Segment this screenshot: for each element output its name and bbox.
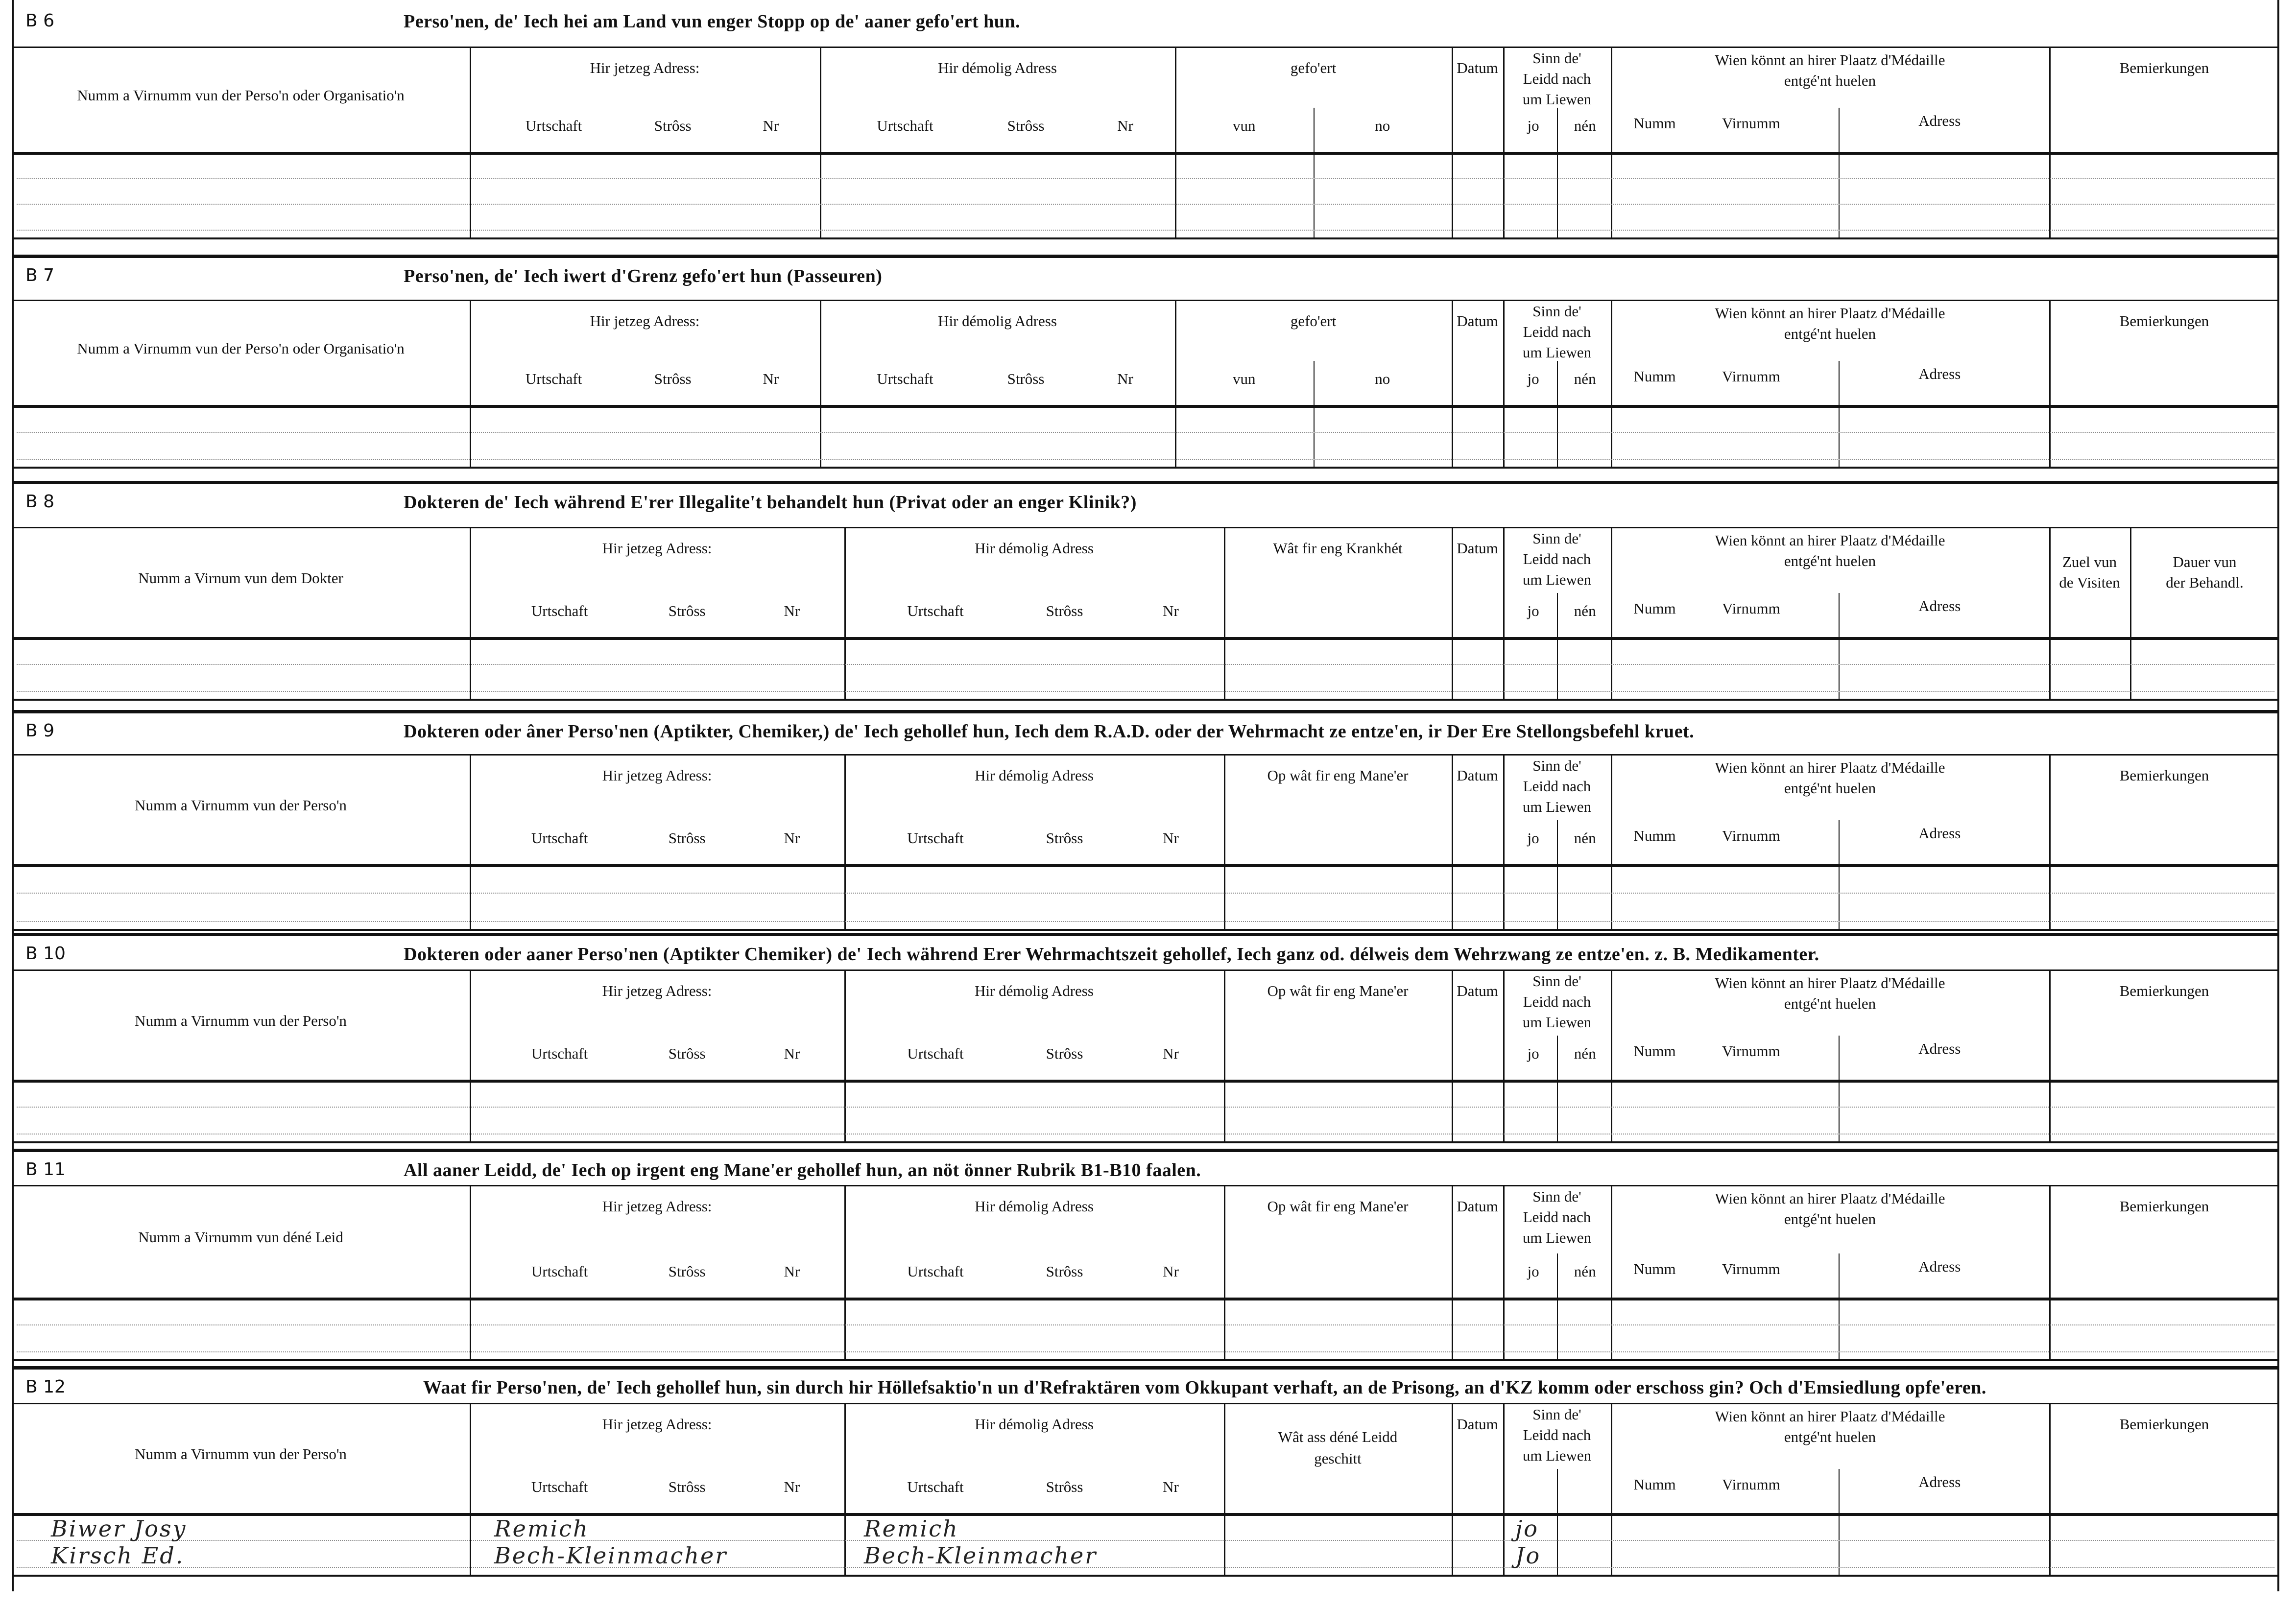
b8-number: B 8 [25,492,55,512]
b10-nen-header: nén [1574,1045,1596,1062]
b8-divider [12,481,2279,484]
b6-column-line [1452,47,1453,239]
b9-row-line [17,893,2274,894]
b6-vun-header: vun [1233,117,1256,134]
b6-former-nr-header: Nr [1117,117,1133,134]
b7-table [12,300,2279,469]
b6-virnumm-header: Virnumm [1722,115,1780,132]
b8-name-column-header: Numm a Virnum vun dem Dokter [138,569,343,587]
b11-sinn-header-3: um Liewen [1522,1229,1592,1246]
b7-current-address-header: Hir jetzeg Adress: [590,312,700,330]
b7-former-address-header: Hir démolig Adress [938,312,1057,330]
b7-table-top-line [12,300,2279,301]
b8-jo-nen-divider [1557,593,1558,701]
b6-sinn-header-1: Sinn de' [1532,49,1581,67]
b12-column-line [844,1403,846,1577]
b9-sinn-header-3: um Liewen [1522,798,1592,815]
b10-title: Dokteren oder aaner Perso'nen (Aptikter Chemiker) de' Iech während Erer Wehrmachtszeit gehollef, Iech ganz od. délweis dem Wehrzwang ze entze'en. z. B. Medikamenter. [404,944,1819,965]
b10-header-bottom-line [12,1080,2279,1083]
b7-column-line [820,300,821,469]
b8-column-line [2049,527,2051,701]
b12-column-line [1611,1403,1612,1577]
b6-column-line [1611,47,1612,239]
b10-name-column-header: Numm a Virnumm vun der Perso'n [135,1012,347,1029]
b10-column-line [844,969,846,1143]
b8-column-line [1611,527,1612,701]
b11-sinn-header-2: Leidd nach [1523,1208,1591,1226]
b9-virnumm-header: Virnumm [1722,827,1780,844]
b9-column-line [1503,754,1505,931]
b8-dauer-header-2: der Behandl. [2166,574,2244,591]
b6-jo-header: jo [1527,117,1539,134]
b12-row-line [17,1567,2274,1568]
b11-adress-header: Adress [1918,1258,1961,1275]
b10-virnumm-header: Virnumm [1722,1042,1780,1060]
b9-datum-header: Datum [1457,767,1498,784]
b10-current-address-header: Hir jetzeg Adress: [602,982,712,999]
b7-sinn-header-1: Sinn de' [1532,303,1581,320]
b10-bemierkungen-header: Bemierkungen [2119,982,2209,999]
b10-jo-nen-divider [1557,1036,1558,1143]
b6-jo-nen-divider [1557,108,1558,239]
b11-divider [12,1149,2279,1152]
b10-sinn-header-2: Leidd nach [1523,993,1591,1010]
b7-table-bottom-line [12,467,2279,469]
b9-table-top-line [12,754,2279,756]
b11-current-address-header: Hir jetzeg Adress: [602,1198,712,1215]
b8-former-address-header: Hir démolig Adress [975,540,1094,557]
b6-row-line [17,230,2274,231]
b6-sinn-header-3: um Liewen [1522,91,1592,108]
b8-current-urtschaft-header: Urtschaft [531,602,588,619]
b7-header-bottom-line [12,405,2279,408]
b7-vun-header: vun [1233,370,1256,387]
b8-nen-header: nén [1574,602,1596,619]
b9-op-wat-header: Op wât fir eng Mane'er [1267,767,1409,784]
b7-former-stross-header: Strôss [1007,370,1045,387]
b11-former-nr-header: Nr [1163,1263,1179,1280]
b11-datum-header: Datum [1457,1198,1498,1215]
b12-entry-former-town: Bech-Kleinmacher [864,1542,1098,1569]
b12-column-line [470,1403,471,1577]
b10-former-stross-header: Strôss [1046,1045,1083,1062]
b8-table [12,527,2279,701]
b6-current-stross-header: Strôss [654,117,692,134]
b10-table [12,969,2279,1143]
b11-column-line [2049,1185,2051,1361]
b7-column-line [1611,300,1612,469]
b6-table-top-line [12,47,2279,48]
b11-current-urtschaft-header: Urtschaft [531,1263,588,1280]
b6-former-urtschaft-header: Urtschaft [877,117,933,134]
b9-numm-header: Numm [1633,827,1676,844]
b10-former-address-header: Hir démolig Adress [975,982,1094,999]
b12-row-line [17,1540,2274,1541]
b12-title: Waat fir Perso'nen, de' Iech gehollef hun, sin durch hir Höllefsaktio'n un d'Refraktären vom Okkupant verhaft, an de Prisong, an d'KZ komm oder erschoss gin? Och d'Emsiedlung opfe'eren. [423,1377,1986,1398]
b11-sinn-header-1: Sinn de' [1532,1188,1581,1205]
b12-current-urtschaft-header: Urtschaft [531,1478,588,1495]
b11-name-column-header: Numm a Virnumm vun déné Leid [138,1229,343,1246]
b8-dauer-header-1: Dauer vun [2173,553,2237,570]
b7-wien-header-1: Wien könnt an hirer Plaatz d'Médaille [1715,305,1945,322]
b9-former-stross-header: Strôss [1046,829,1083,847]
b7-column-line [470,300,471,469]
b8-krankhet-header: Wât fir eng Krankhét [1273,540,1403,557]
b10-datum-header: Datum [1457,982,1498,999]
b7-current-stross-header: Strôss [654,370,692,387]
b7-current-nr-header: Nr [763,370,779,387]
b9-current-stross-header: Strôss [668,829,706,847]
b6-wien-header-1: Wien könnt an hirer Plaatz d'Médaille [1715,51,1945,69]
b12-entry-former-town: Remich [864,1515,959,1542]
b12-table-top-line [12,1403,2279,1404]
b12-sinn-header-2: Leidd nach [1523,1426,1591,1443]
b9-current-nr-header: Nr [784,829,800,847]
b12-divider [12,1366,2279,1370]
b8-column-line [470,527,471,701]
b9-adress-divider [1839,820,1840,931]
b10-adress-divider [1839,1036,1840,1143]
b8-column-line [1224,527,1225,701]
b7-adress-header: Adress [1918,365,1961,382]
b6-current-nr-header: Nr [763,117,779,134]
b12-adress-header: Adress [1918,1473,1961,1490]
b9-sinn-header-2: Leidd nach [1523,778,1591,795]
b6-adress-divider [1839,108,1840,239]
b8-former-stross-header: Strôss [1046,602,1083,619]
b10-former-urtschaft-header: Urtschaft [907,1045,964,1062]
b9-former-address-header: Hir démolig Adress [975,767,1094,784]
b6-table-bottom-line [12,237,2279,239]
b7-name-column-header: Numm a Virnumm vun der Perso'n oder Organisatio'n [77,340,405,357]
b12-former-stross-header: Strôss [1046,1478,1083,1495]
b7-sinn-header-3: um Liewen [1522,344,1592,361]
b6-column-line [820,47,821,239]
b8-table-top-line [12,527,2279,528]
b11-header-bottom-line [12,1298,2279,1300]
b8-column-line [2130,527,2131,701]
b6-column-line [1503,47,1505,239]
b12-entry-jo-mark: Jo [1515,1542,1541,1569]
b9-name-column-header: Numm a Virnumm vun der Perso'n [135,797,347,814]
b9-column-line [2049,754,2051,931]
b8-zuel-header-2: de Visiten [2059,574,2120,591]
b11-row-line [17,1351,2274,1352]
b12-current-stross-header: Strôss [668,1478,706,1495]
b12-virnumm-header: Virnumm [1722,1476,1780,1493]
b12-wien-header-2: entgé'nt huelen [1784,1428,1876,1445]
b12-datum-header: Datum [1457,1416,1498,1433]
b12-number: B 12 [25,1377,66,1397]
b6-adress-header: Adress [1918,112,1961,129]
b8-former-urtschaft-header: Urtschaft [907,602,964,619]
b7-divider [12,255,2279,258]
b9-bemierkungen-header: Bemierkungen [2119,767,2209,784]
b7-virnumm-header: Virnumm [1722,368,1780,385]
b6-column-line [2049,47,2051,239]
b7-jo-nen-divider [1557,361,1558,469]
b6-former-stross-header: Strôss [1007,117,1045,134]
b9-sinn-header-1: Sinn de' [1532,757,1581,774]
b8-datum-header: Datum [1457,540,1498,557]
b11-wien-header-2: entgé'nt huelen [1784,1210,1876,1228]
b8-adress-header: Adress [1918,597,1961,614]
b8-wien-header-2: entgé'nt huelen [1784,552,1876,569]
b12-table-bottom-line [12,1575,2279,1577]
b6-current-urtschaft-header: Urtschaft [525,117,582,134]
b6-current-address-header: Hir jetzeg Adress: [590,59,700,76]
b10-row-line [17,1107,2274,1108]
b10-column-line [2049,969,2051,1143]
b7-no-header: no [1375,370,1390,387]
b10-current-nr-header: Nr [784,1045,800,1062]
b10-adress-header: Adress [1918,1040,1961,1057]
b7-column-line [1503,300,1505,469]
b7-nen-header: nén [1574,370,1596,387]
b8-former-nr-header: Nr [1163,602,1179,619]
b8-row-line [17,664,2274,665]
b9-divider [12,710,2279,713]
b7-number: B 7 [25,265,55,285]
b12-column-line [1452,1403,1453,1577]
b9-number: B 9 [25,721,55,741]
b10-column-line [1611,969,1612,1143]
form-page [12,0,2279,1591]
b11-adress-divider [1839,1253,1840,1361]
b10-number: B 10 [25,944,66,964]
b10-sinn-header-1: Sinn de' [1532,972,1581,990]
b9-column-line [844,754,846,931]
b6-sinn-header-2: Leidd nach [1523,70,1591,87]
b11-former-stross-header: Strôss [1046,1263,1083,1280]
b7-former-urtschaft-header: Urtschaft [877,370,933,387]
b7-bemierkungen-header: Bemierkungen [2119,312,2209,330]
b12-entry-current-town: Bech-Kleinmacher [494,1542,728,1569]
b6-vun-no-divider [1314,108,1315,239]
b8-adress-divider [1839,593,1840,701]
b11-former-urtschaft-header: Urtschaft [907,1263,964,1280]
b12-sinn-header-3: um Liewen [1522,1447,1592,1464]
b8-virnumm-header: Virnumm [1722,600,1780,617]
b8-table-bottom-line [12,699,2279,701]
b9-wien-header-1: Wien könnt an hirer Plaatz d'Médaille [1715,759,1945,776]
b7-jo-header: jo [1527,370,1539,387]
b9-column-line [1224,754,1225,931]
b11-virnumm-header: Virnumm [1722,1260,1780,1277]
b10-current-urtschaft-header: Urtschaft [531,1045,588,1062]
b10-current-stross-header: Strôss [668,1045,706,1062]
b12-adress-divider [1839,1469,1840,1577]
b12-jo-nen-divider [1557,1469,1558,1577]
b6-row-line [17,204,2274,205]
b7-wien-header-2: entgé'nt huelen [1784,325,1876,342]
b12-bemierkungen-header: Bemierkungen [2119,1416,2209,1433]
b12-header-bottom-line [12,1513,2279,1516]
b6-bemierkungen-header: Bemierkungen [2119,59,2209,76]
b10-sinn-header-3: um Liewen [1522,1014,1592,1031]
b6-name-column-header: Numm a Virnumm vun der Perso'n oder Organisatio'n [77,87,405,104]
b12-former-address-header: Hir démolig Adress [975,1416,1094,1433]
b8-column-line [1503,527,1505,701]
b12-entry-jo-mark: jo [1515,1515,1539,1542]
b9-column-line [470,754,471,931]
b9-former-urtschaft-header: Urtschaft [907,829,964,847]
b10-wien-header-2: entgé'nt huelen [1784,995,1876,1012]
b7-row-line [17,432,2274,433]
b8-row-line [17,691,2274,692]
b10-column-line [1452,969,1453,1143]
b8-numm-header: Numm [1633,600,1676,617]
b6-number: B 6 [25,11,55,31]
b7-column-line [1452,300,1453,469]
b7-column-line [2049,300,2051,469]
b12-former-nr-header: Nr [1163,1478,1179,1495]
b11-bemierkungen-header: Bemierkungen [2119,1198,2209,1215]
b12-wat-ass-header: Wât ass déné Leidd [1278,1428,1398,1445]
b11-nen-header: nén [1574,1263,1596,1280]
b11-number: B 11 [25,1159,66,1180]
b12-numm-header: Numm [1633,1476,1676,1493]
b6-nen-header: nén [1574,117,1596,134]
b11-column-line [844,1185,846,1361]
b10-wien-header-1: Wien könnt an hirer Plaatz d'Médaille [1715,974,1945,992]
b7-datum-header: Datum [1457,312,1498,330]
b12-table [12,1403,2279,1577]
b11-wien-header-1: Wien könnt an hirer Plaatz d'Médaille [1715,1190,1945,1207]
b11-column-line [1503,1185,1505,1361]
b9-current-urtschaft-header: Urtschaft [531,829,588,847]
b8-title: Dokteren de' Iech während E'rer Illegalite't behandelt hun (Privat oder an enger Klinik?) [404,492,1137,513]
b11-former-address-header: Hir démolig Adress [975,1198,1094,1215]
b7-vun-no-divider [1314,361,1315,469]
b6-wien-header-2: entgé'nt huelen [1784,72,1876,89]
b7-adress-divider [1839,361,1840,469]
b11-column-line [1611,1185,1612,1361]
b9-row-line [17,921,2274,922]
b9-current-address-header: Hir jetzeg Adress: [602,767,712,784]
b11-current-stross-header: Strôss [668,1263,706,1280]
b10-column-line [1224,969,1225,1143]
b10-column-line [470,969,471,1143]
b10-divider [12,933,2279,936]
b7-column-line [1175,300,1176,469]
b7-title: Perso'nen, de' Iech iwert d'Grenz gefo'ert hun (Passeuren) [404,266,883,286]
b8-sinn-header-2: Leidd nach [1523,550,1591,567]
b8-sinn-header-1: Sinn de' [1532,530,1581,547]
b12-former-urtschaft-header: Urtschaft [907,1478,964,1495]
b11-column-line [470,1185,471,1361]
b12-column-line [2049,1403,2051,1577]
b12-name-column-header: Numm a Virnumm vun der Perso'n [135,1445,347,1463]
b10-op-wat-header: Op wât fir eng Mane'er [1267,982,1409,999]
b6-datum-header: Datum [1457,59,1498,76]
b11-table-bottom-line [12,1359,2279,1361]
b6-column-line [470,47,471,239]
b11-current-nr-header: Nr [784,1263,800,1280]
b12-column-line [1224,1403,1225,1577]
b12-wien-header-1: Wien könnt an hirer Plaatz d'Médaille [1715,1408,1945,1425]
b9-wien-header-2: entgé'nt huelen [1784,780,1876,797]
b11-title: All aaner Leidd, de' Iech op irgent eng Mane'er gehollef hun, an nöt önner Rubrik B1-B10 faalen. [404,1160,1201,1181]
b8-zuel-header-1: Zuel vun [2062,553,2117,570]
b7-gefoert-header: gefo'ert [1290,312,1337,330]
b11-row-line [17,1324,2274,1325]
b12-entry-name: Kirsch Ed. [51,1542,185,1569]
b8-wien-header-1: Wien könnt an hirer Plaatz d'Médaille [1715,532,1945,549]
b8-sinn-header-3: um Liewen [1522,571,1592,588]
b12-current-nr-header: Nr [784,1478,800,1495]
b8-header-bottom-line [12,637,2279,640]
b10-former-nr-header: Nr [1163,1045,1179,1062]
b6-no-header: no [1375,117,1390,134]
b10-jo-header: jo [1527,1045,1539,1062]
b6-header-bottom-line [12,152,2279,155]
b7-row-line [17,459,2274,460]
b11-jo-nen-divider [1557,1253,1558,1361]
b9-former-nr-header: Nr [1163,829,1179,847]
b7-former-nr-header: Nr [1117,370,1133,387]
b11-op-wat-header: Op wât fir eng Mane'er [1267,1198,1409,1215]
b8-column-line [844,527,846,701]
b11-table [12,1185,2279,1361]
b6-numm-header: Numm [1633,115,1676,132]
b8-current-nr-header: Nr [784,602,800,619]
b12-current-address-header: Hir jetzeg Adress: [602,1416,712,1433]
b9-table [12,754,2279,931]
b9-column-line [1452,754,1453,931]
b9-nen-header: nén [1574,829,1596,847]
b7-numm-header: Numm [1633,368,1676,385]
b10-table-top-line [12,969,2279,971]
b6-former-address-header: Hir démolig Adress [938,59,1057,76]
b6-table [12,47,2279,239]
b6-row-line [17,178,2274,179]
b11-column-line [1452,1185,1453,1361]
b10-column-line [1503,969,1505,1143]
b12-entry-current-town: Remich [494,1515,589,1542]
b10-numm-header: Numm [1633,1042,1676,1060]
b9-column-line [1611,754,1612,931]
b8-jo-header: jo [1527,602,1539,619]
b12-wat-ass-header-2: geschitt [1314,1450,1362,1467]
b9-table-bottom-line [12,929,2279,931]
b11-column-line [1224,1185,1225,1361]
b12-sinn-header-1: Sinn de' [1532,1406,1581,1423]
b9-title: Dokteren oder âner Perso'nen (Aptikter, Chemiker,) de' Iech gehollef hun, Iech dem R.A.D. oder der Wehrmacht ze entze'en, ir Der Ere Stellongsbefehl kruet. [404,721,1695,742]
b9-jo-header: jo [1527,829,1539,847]
b12-column-line [1503,1403,1505,1577]
b11-jo-header: jo [1527,1263,1539,1280]
b8-current-address-header: Hir jetzeg Adress: [602,540,712,557]
b12-entry-name: Biwer Josy [51,1515,187,1542]
b11-table-top-line [12,1185,2279,1186]
b9-jo-nen-divider [1557,820,1558,931]
b9-adress-header: Adress [1918,825,1961,842]
b6-gefoert-header: gefo'ert [1290,59,1337,76]
b8-current-stross-header: Strôss [668,602,706,619]
b11-numm-header: Numm [1633,1260,1676,1277]
b7-current-urtschaft-header: Urtschaft [525,370,582,387]
b8-column-line [1452,527,1453,701]
b10-table-bottom-line [12,1141,2279,1143]
b6-title: Perso'nen, de' Iech hei am Land vun enger Stopp op de' aaner gefo'ert hun. [404,11,1021,32]
b6-column-line [1175,47,1176,239]
b9-header-bottom-line [12,864,2279,867]
b7-sinn-header-2: Leidd nach [1523,323,1591,340]
